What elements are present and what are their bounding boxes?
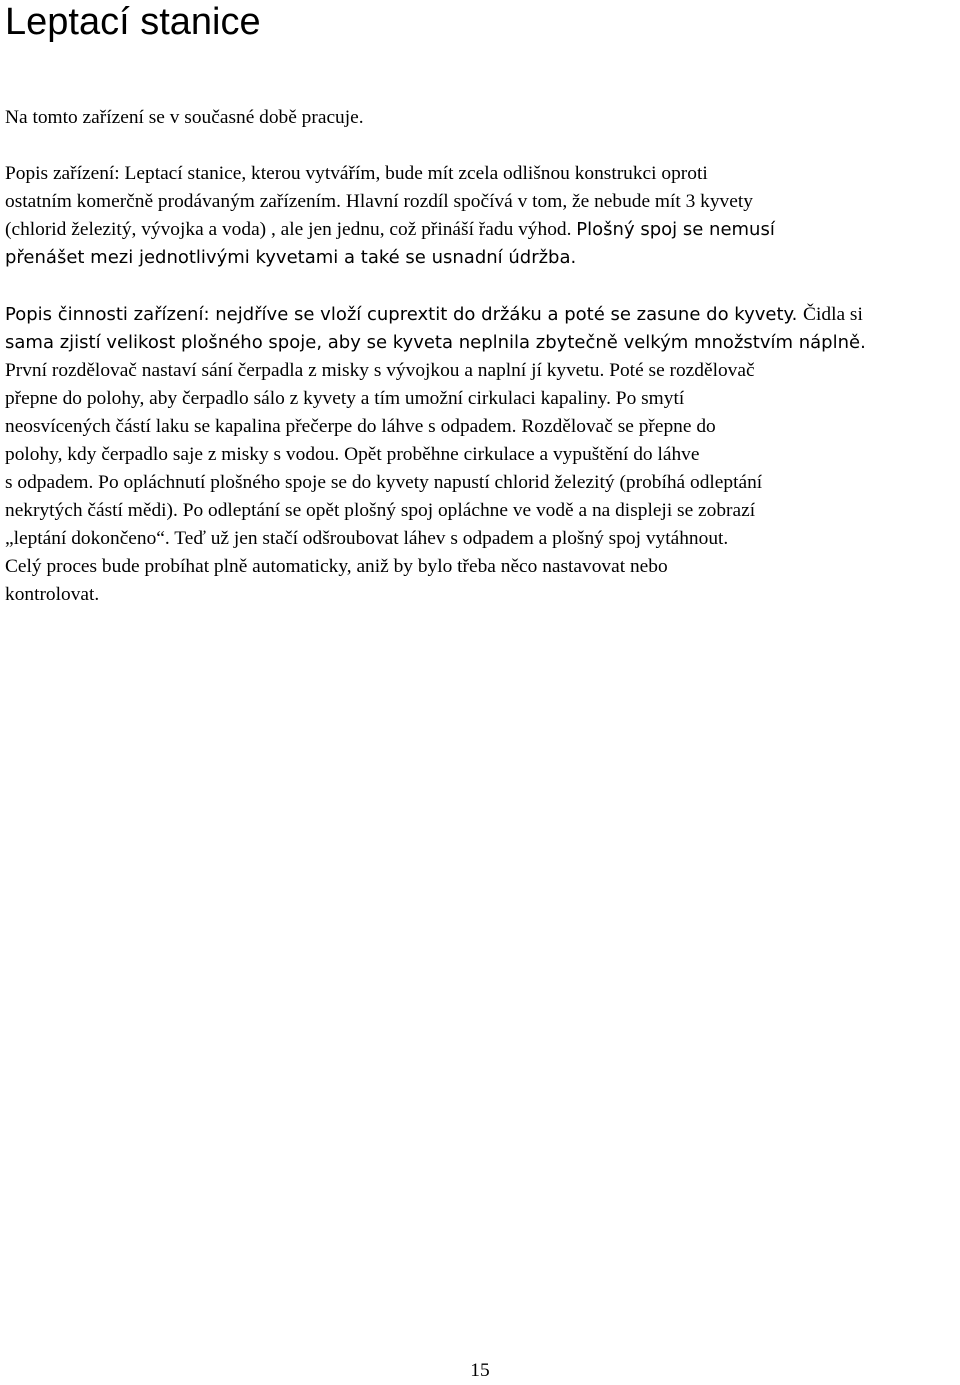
description-line [5, 160, 960, 188]
operation-line [5, 329, 960, 357]
operation-text: Čidla si [803, 304, 863, 325]
page-title: Leptací stanice [5, 1, 261, 43]
description-paragraph [5, 160, 960, 272]
operation-paragraph [5, 301, 960, 609]
operation-line [5, 441, 960, 469]
operation-line [5, 581, 960, 609]
operation-line [5, 413, 960, 441]
operation-text: přepne do polohy, aby čerpadlo sálo z kyvety a tím umožní cirkulaci kapaliny. Po smytí [5, 388, 685, 409]
operation-text: neosvícených částí laku se kapalina přečerpe do láhve s odpadem. Rozdělovač se přepne do [5, 416, 716, 437]
operation-text: s odpadem. Po opláchnutí plošného spoje se do kyvety napustí chlorid železitý (probíhá odleptání [5, 472, 763, 493]
operation-line [5, 385, 960, 413]
operation-line [5, 469, 960, 497]
description-line [5, 244, 960, 272]
operation-text: kontrolovat. [5, 584, 100, 605]
operation-line [5, 357, 960, 385]
operation-text: Celý proces bude probíhat plně automaticky, aniž by bylo třeba něco nastavovat nebo [5, 556, 668, 577]
description-line [5, 188, 960, 216]
notice-paragraph [5, 104, 960, 132]
operation-text: polohy, kdy čerpadlo saje z misky s vodou. Opět proběhne cirkulace a vypuštění do láhve [5, 444, 700, 465]
operation-line [5, 553, 960, 581]
description-line [5, 216, 960, 244]
description-text: (chlorid železitý, vývojka a voda) , ale jen jednu, což přináší řadu výhod. [5, 219, 577, 240]
operation-text: nekrytých částí mědi). Po odleptání se opět plošný spoj opláchne ve vodě a na displeji se zobrazí [5, 500, 756, 521]
operation-text-sans: sama zjistí velikost plošného spoje, aby se kyveta neplnila zbytečně velkým množstvím náplně. [5, 332, 866, 353]
operation-line [5, 525, 960, 553]
description-text-sans: Plošný spoj se nemusí [576, 219, 775, 240]
operation-line [5, 497, 960, 525]
notice-line: Na tomto zařízení se v současné době pracuje. [5, 107, 364, 128]
operation-text: „leptání dokončeno“. Teď už jen stačí odšroubovat láhev s odpadem a plošný spoj vytáhnout. [5, 528, 729, 549]
description-text-sans: přenášet mezi jednotlivými kyvetami a také se usnadní údržba. [5, 247, 577, 268]
description-text: ostatním komerčně prodávaným zařízením. Hlavní rozdíl spočívá v tom, že nebude mít 3 kyvety [5, 191, 753, 212]
operation-text: První rozdělovač nastaví sání čerpadla z misky s vývojkou a naplní jí kyvetu. Poté se rozdělovač [5, 360, 755, 381]
operation-line [5, 301, 960, 329]
page-number: 15 [470, 1360, 490, 1381]
description-text: Popis zařízení: Leptací stanice, kterou vytvářím, bude mít zcela odlišnou konstrukci oproti [5, 163, 708, 184]
operation-text-sans: Popis činnosti zařízení: nejdříve se vloží cuprextit do držáku a poté se zasune do kyvety. [5, 304, 804, 325]
